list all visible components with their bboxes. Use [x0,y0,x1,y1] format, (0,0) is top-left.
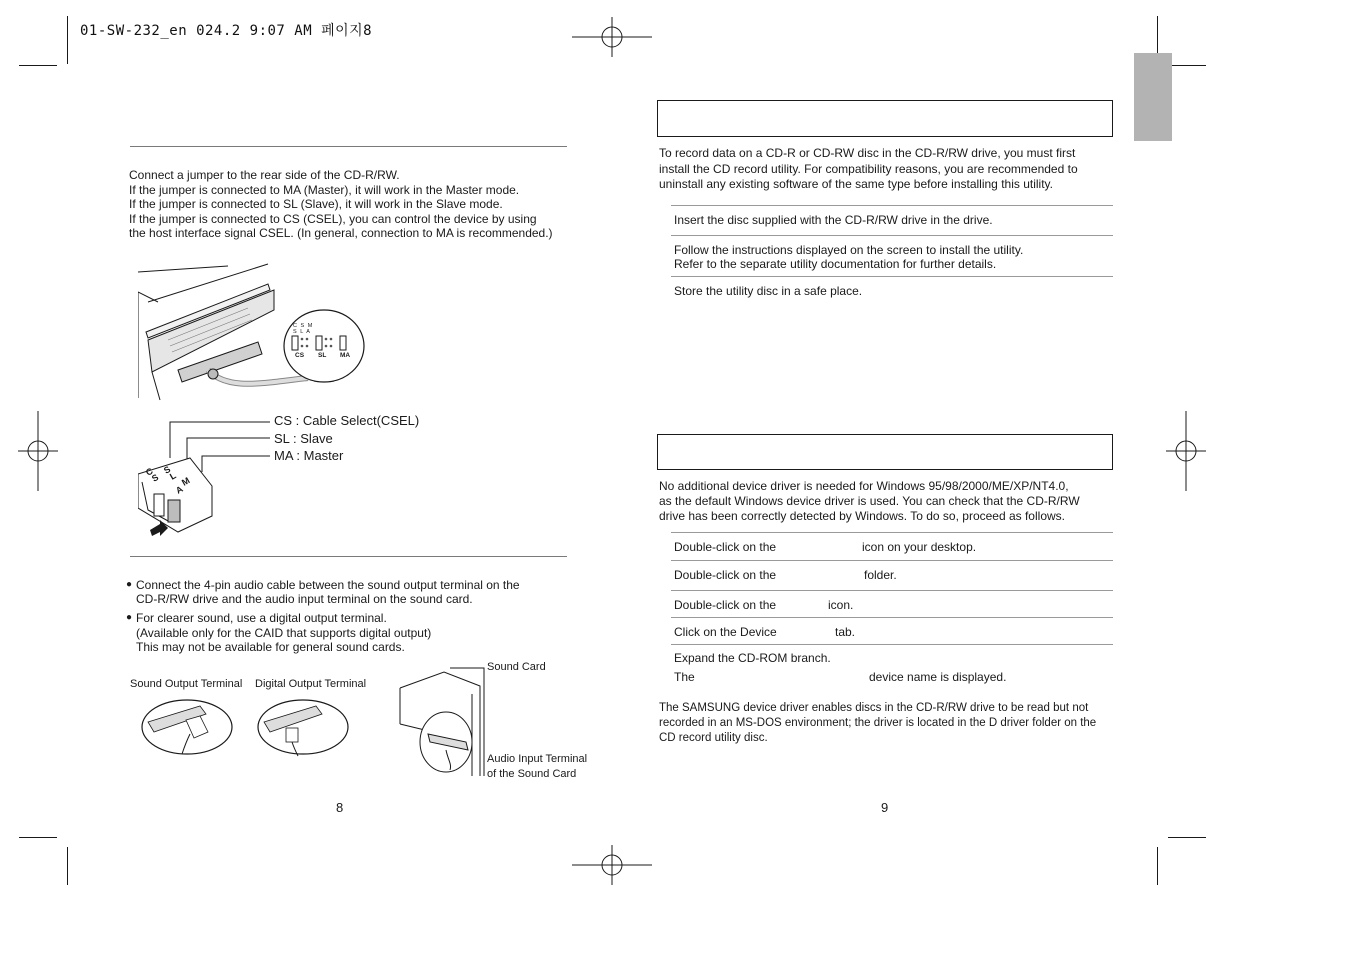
bullet-text: For clearer sound, use a digital output terminal. [136,611,387,625]
crop-mark [1157,847,1158,885]
jumper-intro-line: If the jumper is connected to MA (Master), it will work in the Master mode. [129,183,520,197]
bullet-text: (Available only for the CAID that supports digital output) [136,626,432,640]
label-audio-input-2: of the Sound Card [487,768,577,780]
install-step-2: Refer to the separate utility documentation for further details. [674,257,997,271]
digital-output-terminal-illustration [256,698,352,758]
jumper-pin-label-cs: CS [295,352,305,359]
svg-text:A: A [174,483,185,496]
driver-intro-line: drive has been correctly detected by Windows. To do so, proceed as follows. [659,509,1065,523]
install-intro-line: To record data on a CD-R or CD-RW disc in the CD-R/RW drive, you must first [659,146,1076,160]
driver-step-1b: icon on your desktop. [862,540,977,554]
bullet-icon: ● [126,579,133,590]
registration-mark-left [18,411,58,491]
step-divider [671,205,1113,206]
install-intro-line: uninstall any existing software of the same type before installing this utility. [659,177,1053,191]
jumper-intro-line: If the jumper is connected to CS (CSEL), you can control the device by using [129,212,537,226]
step-divider [671,235,1113,236]
jumper-intro-line: If the jumper is connected to SL (Slave), it will work in the Slave mode. [129,197,503,211]
step-divider [671,590,1113,591]
svg-text:L: L [168,470,178,482]
sound-card-illustration [396,664,488,776]
bullet-text: This may not be available for general sound cards. [136,640,405,654]
install-step-2: Follow the instructions displayed on the screen to install the utility. [674,243,1024,257]
section-divider [130,146,567,147]
svg-text:M: M [180,475,192,488]
sound-output-terminal-illustration [140,698,236,758]
crop-mark [19,837,57,838]
jumper-zoom-circle [282,306,372,388]
svg-text:C: C [144,465,155,478]
driver-section-header [657,434,1113,470]
bullet-text: Connect the 4-pin audio cable between the sound output terminal on the [136,578,520,592]
svg-text:S: S [150,472,161,484]
crop-mark [1168,837,1206,838]
driver-note-line: recorded in an MS-DOS environment; the driver is located in the D driver folder on the [659,717,1097,729]
install-section-header [657,100,1113,137]
crop-mark [19,65,57,66]
callout-cs: CS : Cable Select(CSEL) [274,413,420,428]
crop-mark [1168,65,1206,66]
language-tab [1134,53,1172,141]
driver-step-5-line2a: The [674,670,695,684]
driver-step-2a: Double-click on the [674,568,777,582]
driver-step-3a: Double-click on the [674,598,777,612]
page-number-right: 9 [881,800,889,815]
driver-note-line: The SAMSUNG device driver enables discs in the CD-R/RW drive to be read but not [659,702,1089,714]
label-sound-card: Sound Card [487,661,546,673]
jumper-pin-heads: C S M S L A [293,323,314,335]
callout-ma: MA : Master [274,448,344,463]
driver-note-line: CD record utility disc. [659,732,768,744]
jumper-pin-label-sl: SL [318,352,327,359]
driver-step-1a: Double-click on the [674,540,777,554]
section-divider [130,556,567,557]
registration-mark-bottom [572,845,652,885]
driver-intro-line: as the default Windows device driver is used. You can check that the CD-R/RW [659,494,1080,508]
jumper-intro-line: Connect a jumper to the rear side of the CD-R/RW. [129,168,400,182]
registration-mark-top [572,17,652,57]
step-divider [671,560,1113,561]
step-divider [671,644,1113,645]
step-divider [671,617,1113,618]
driver-step-4b: tab. [835,625,856,639]
print-slug: 01-SW-232_en 024.2 9:07 AM 페이지8 [80,23,373,39]
jumper-intro-line: the host interface signal CSEL. (In general, connection to MA is recommended.) [129,226,553,240]
label-sound-output: Sound Output Terminal [130,678,243,690]
install-step-1: Insert the disc supplied with the CD-R/RW drive in the drive. [674,213,993,227]
driver-step-2b: folder. [864,568,897,582]
install-step-3: Store the utility disc in a safe place. [674,284,863,298]
label-digital-output: Digital Output Terminal [255,678,367,690]
jumper-pin-label-ma: MA [340,352,351,359]
driver-step-5-line2b: device name is displayed. [869,670,1007,684]
crop-mark [67,16,68,64]
driver-intro-line: No additional device driver is needed for Windows 95/98/2000/ME/XP/NT4.0, [659,479,1069,493]
driver-step-5: Expand the CD-ROM branch. [674,651,831,665]
step-divider [671,532,1113,533]
jumper-callout-diagram [138,416,278,541]
registration-mark-right [1166,411,1206,491]
bullet-icon: ● [126,612,133,623]
label-audio-input-1: Audio Input Terminal [487,753,588,765]
driver-step-3b: icon. [828,598,854,612]
crop-mark [67,847,68,885]
callout-sl: SL : Slave [274,431,333,446]
driver-step-4a: Click on the Device [674,625,777,639]
svg-text:S: S [162,464,173,476]
step-divider [671,276,1113,277]
install-intro-line: install the CD record utility. For compatibility reasons, you are recommended to [659,162,1078,176]
bullet-text: CD-R/RW drive and the audio input terminal on the sound card. [136,592,473,606]
page-number-left: 8 [336,800,344,815]
